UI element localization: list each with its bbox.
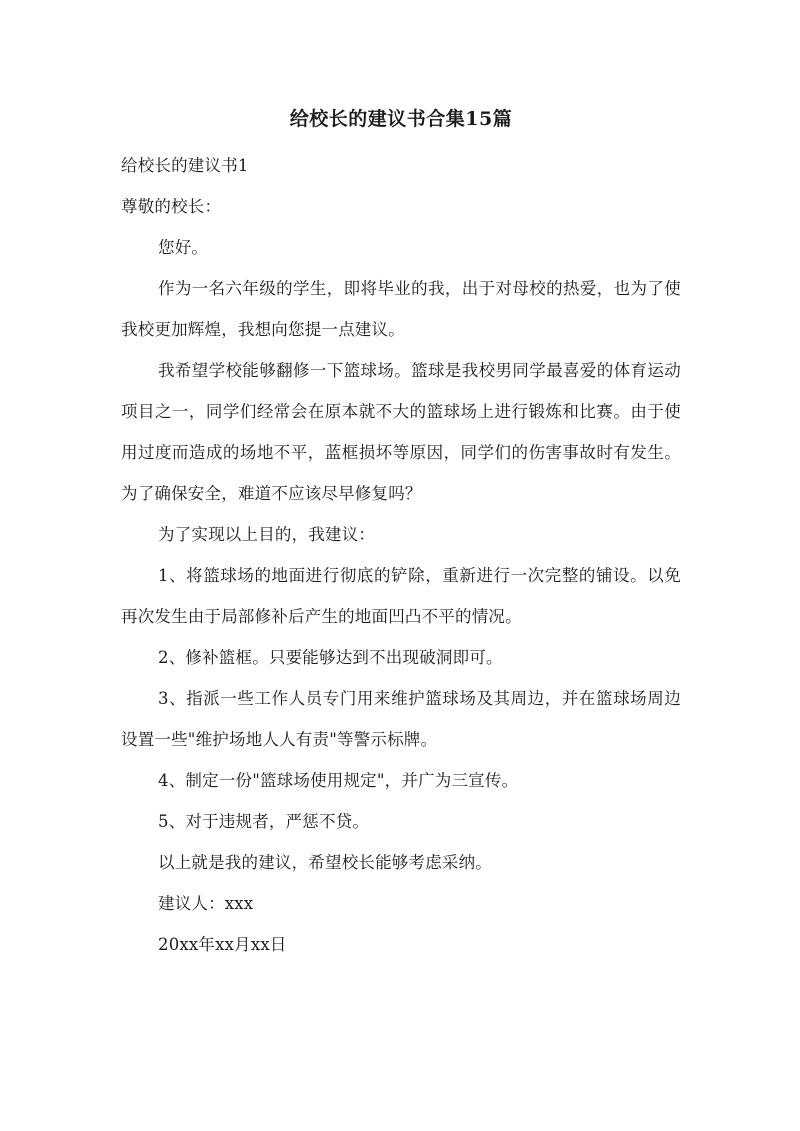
closing-paragraph: 以上就是我的建议，希望校长能够考虑采纳。 xyxy=(158,853,492,872)
document-page xyxy=(121,102,681,965)
suggestion-item-3: 3、指派一些工作人员专门用来维护篮球场及其周边，并在篮球场周边设置一些"维护场地人人有责"等警示标牌。 xyxy=(121,689,681,749)
salutation: 尊敬的校长： xyxy=(121,197,222,216)
body-paragraph-suggest-lead: 为了实现以上目的，我建议： xyxy=(158,525,376,544)
signature: 建议人：xxx xyxy=(158,894,254,913)
body-paragraph-proposal: 我希望学校能够翻修一下篮球场。篮球是我校男同学最喜爱的体育运动项目之一，同学们经常会在原本就不大的篮球场上进行锻炼和比赛。由于使用过度而造成的场地不平，蓝框损坏等原因，同学们的伤害事故时有发生。为了确保安全，难道不应该尽早修复吗？ xyxy=(121,361,681,503)
greeting: 您好。 xyxy=(158,238,209,257)
date: 20xx年xx月xx日 xyxy=(158,935,287,954)
suggestion-item-2: 2、修补篮框。只要能够达到不出现破洞即可。 xyxy=(158,648,503,667)
suggestion-item-5: 5、对于违规者，严惩不贷。 xyxy=(158,812,370,831)
letter-heading: 给校长的建议书1 xyxy=(121,156,249,175)
body-paragraph-intro: 作为一名六年级的学生，即将毕业的我，出于对母校的热爱，也为了使我校更加辉煌，我想向您提一点建议。 xyxy=(121,279,681,339)
document-title: 给校长的建议书合集15篇 xyxy=(289,108,513,130)
suggestion-item-4: 4、制定一份"篮球场使用规定"，并广为三宣传。 xyxy=(158,771,519,790)
suggestion-item-1: 1、将篮球场的地面进行彻底的铲除，重新进行一次完整的铺设。以免再次发生由于局部修补后产生的地面凹凸不平的情况。 xyxy=(121,566,681,626)
